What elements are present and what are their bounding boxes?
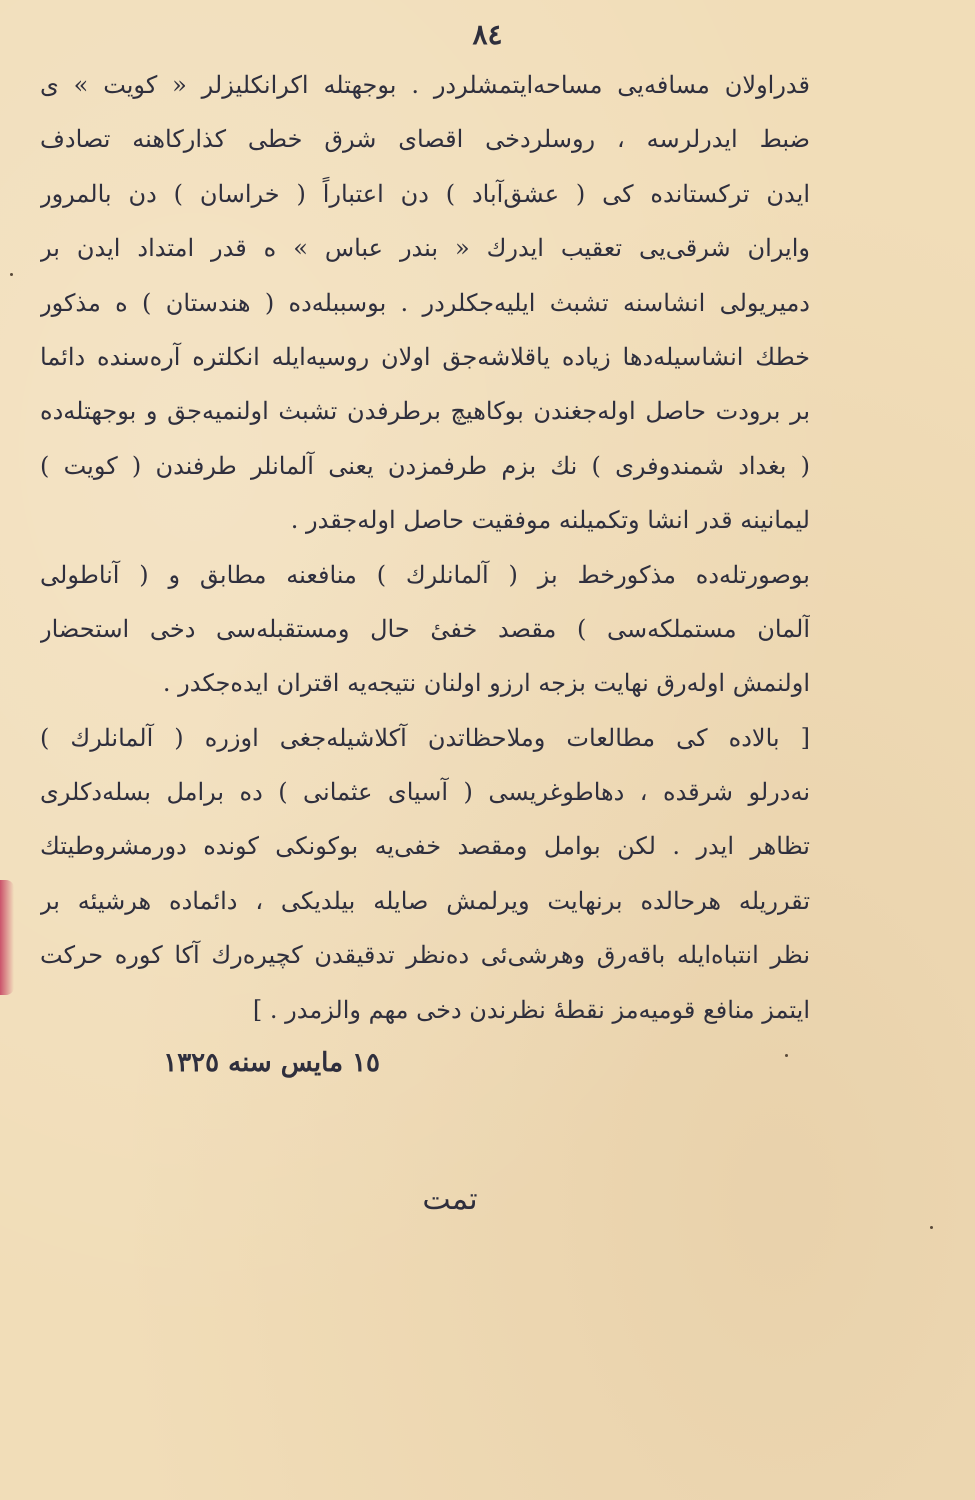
red-edge-stain bbox=[0, 880, 14, 995]
text-line: [ بالاده کی مطالعات وملاحظاتدن آکلاشیله‌جغی اوزره ( آلمانلرك ) bbox=[40, 723, 810, 752]
text-line: نه‌درلو شرقده ، دهاطوغریسی ( آسیای عثمانی ) ده برامل بسله‌دکلری bbox=[40, 778, 810, 807]
page-number: ٨٤ bbox=[472, 18, 503, 51]
text-line: تظاهر ایدر . لکن بوامل ومقصد خفی‌یه بوکونکی کونده دورمشروطیتك bbox=[40, 832, 810, 861]
text-line: تقرریله هرحالده برنهایت ویرلمش صایله بیلدیکی ، دائماده هرشیئه بر bbox=[40, 886, 810, 915]
text-line: دمیریولی انشاسنه تشبث ایلیه‌جکلردر . بوسببله‌ده ( هندستان ) ه مذکور bbox=[40, 288, 810, 317]
text-line: نظر انتباه‌ایله باقه‌رق وهرشی‌ئی ده‌نظر تدقیقدن کچیره‌رك آکا کوره حرکت bbox=[40, 941, 810, 970]
paper-speck bbox=[785, 1054, 788, 1057]
text-line: قدراولان مسافه‌یی مساحه‌ایتمشلردر . بوجهتله اکرانکلیزلر « کویت » ی bbox=[40, 71, 810, 99]
text-line: ( بغداد شمندوفری ) نك بزم طرفمزدن یعنی آلمانلر طرفندن ( کویت ) bbox=[40, 451, 810, 480]
text-line: بر برودت حاصل اوله‌جغندن بوکاهیچ برطرفدن تشبث اولنمیه‌جق و بوجهتله‌ده bbox=[40, 397, 810, 426]
text-line: ضبط ایدرلرسه ، روسلردخی اقصای شرق خطی کذارکاهنه تصادف bbox=[40, 125, 810, 154]
text-line: خطك انشاسیله‌دها زیاده یاقلاشه‌جق اولان روسیه‌ایله انکلتره آره‌سنده دائما bbox=[40, 342, 810, 371]
text-line: وایران شرقی‌یی تعقیب ایدرك « بندر عباس » ه قدر امتداد ایدن بر bbox=[40, 234, 810, 263]
end-word: تمت bbox=[422, 1182, 478, 1217]
text-line: بوصورتله‌ده مذکورخط بز ( آلمانلرك ) منافعنه مطابق و ( آناطولی bbox=[40, 560, 810, 589]
text-line: آلمان مستملکه‌سی ) مقصد خفیٔ حال ومستقبله‌سی دخی استحضار bbox=[40, 614, 810, 643]
paper-speck bbox=[10, 273, 13, 276]
body-text bbox=[40, 58, 810, 1037]
text-line: اولنمش اوله‌رق نهایت بزجه ارزو اولنان نتیجه‌یه اقتران ایده‌جکدر . bbox=[162, 669, 810, 698]
text-line: ایدن ترکستانده کی ( عشق‌آباد ) دن اعتباراً ( خراسان ) دن بالمرور bbox=[40, 179, 810, 208]
date-line: ١٥ مایس سنه ١٣٢٥ bbox=[163, 1048, 380, 1078]
text-line: ایتمز منافع قومیه‌مز نقطهٔ نظرندن دخی مهم والزمدر . ] bbox=[252, 995, 810, 1024]
paper-speck bbox=[930, 1226, 933, 1229]
text-line: لیمانینه قدر انشا وتکمیلنه موفقیت حاصل اوله‌جقدر . bbox=[290, 506, 810, 535]
